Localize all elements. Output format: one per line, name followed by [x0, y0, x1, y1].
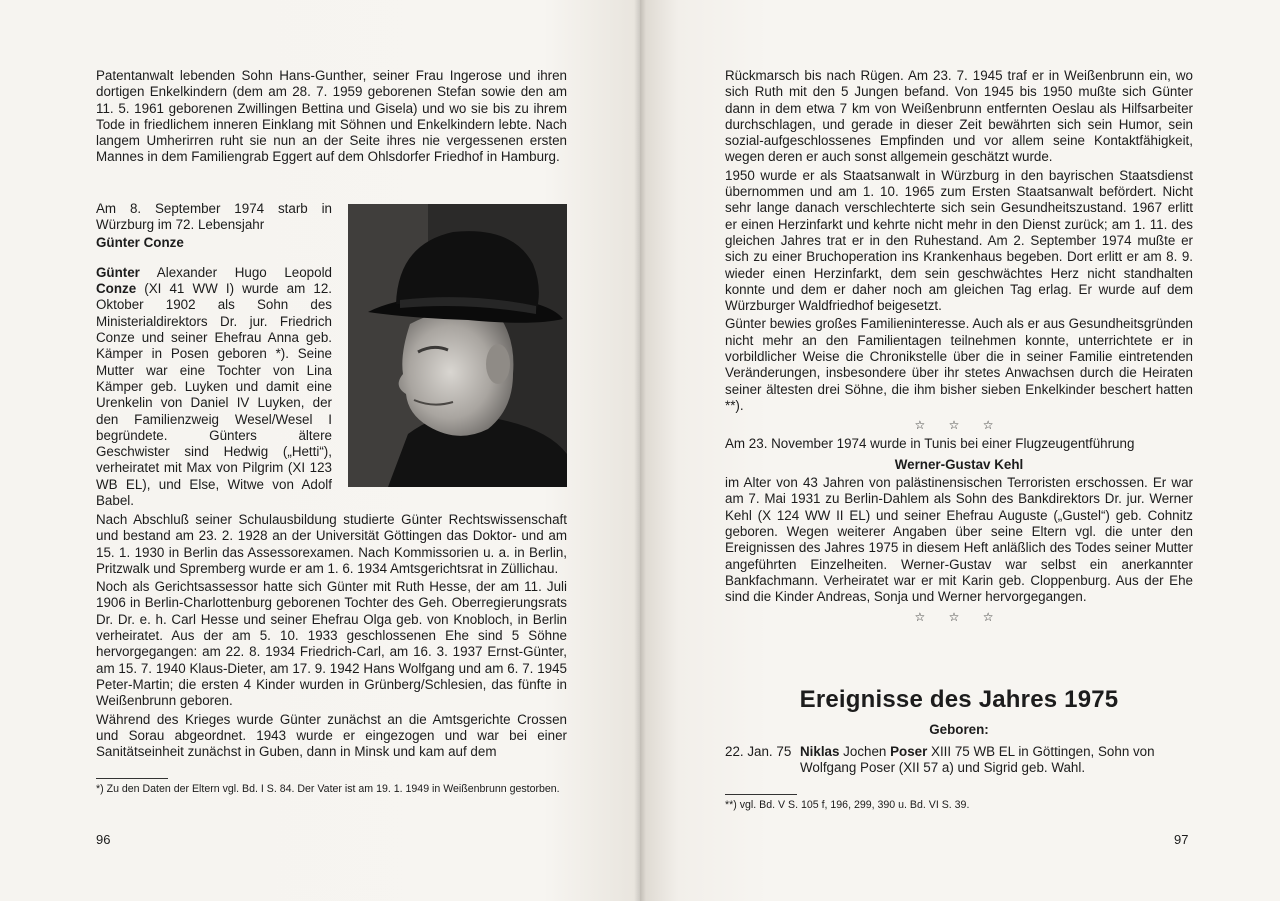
right-main-text	[725, 68, 1193, 625]
left-main-text	[96, 512, 567, 760]
kehl-intro: Am 23. November 1974 wurde in Tunis bei einer Flugzeugentführung	[725, 435, 1135, 451]
kehl-name: Werner-Gustav Kehl	[894, 456, 1024, 472]
book-gutter	[634, 0, 646, 901]
separator-stars-2: ☆ ☆ ☆	[914, 609, 1004, 624]
separator-stars: ☆ ☆ ☆	[914, 418, 1004, 433]
left-footnote: *) Zu den Daten der Eltern vgl. Bd. I S. 84. Der Vater ist am 19. 1. 1949 in Weißenbrunn gestorben.	[96, 778, 567, 796]
birth-first-name: Niklas	[800, 744, 840, 759]
right-footnote: **) vgl. Bd. V S. 105 f, 196, 299, 390 u. Bd. VI S. 39.	[725, 794, 1193, 812]
bio-text: (XI 41 WW I) wurde am 12. Oktober 1902 als Sohn des Ministerialdirektors Dr. jur. Friedrich Conze und seiner Ehefrau Anna geb. Kämper in Posen geboren *). Seine Mutter war eine Tochter von Lina Kämper geb. Luyken und damit eine Urenkelin von Daniel IV Luyken, der den Familienzweig Wesel/Wesel I begründete. Günters ältere Geschwister sind Hedwig („Hetti“), verheiratet mit Max von Pilgrim (XI 123 WB EL), und Else, Witwe von Adolf Babel.	[96, 281, 332, 509]
death-notice: Am 8. September 1974 starb in Würzburg im 72. Lebensjahr	[96, 201, 332, 233]
birth-text: XIII 75 WB EL in Göttingen, Sohn von Wolfgang Poser (XII 57 a) und Sigrid geb. Wahl.	[800, 744, 1155, 776]
para-marriage: Noch als Gerichtsassessor hatte sich Günter mit Ruth Hesse, der am 11. Juli 1906 in Berlin-Charlottenburg geborenen Tochter des Geh. Oberregierungsrats Dr. Dr. e. h. Carl Hesse und seiner Ehefrau Olga geb. von Knobloch, in Berlin verheiratet. Aus der am 5. 10. 1933 geschlossenen Ehe sind 5 Söhne hervorgegangen: am 22. 8. 1934 Friedrich-Carl, am 16. 3. 1937 Ernst-Günter, am 15. 7. 1940 Klaus-Dieter, am 17. 9. 1942 Hans Wolfgang und am 6. 7. 1945 Peter-Martin; die ersten 4 Kinder wurden in Grünberg/Schlesien, das fünfte in Weißenbrunn geboren.	[96, 579, 567, 709]
deceased-name: Günter Conze	[96, 234, 184, 250]
bio-surname: Conze	[96, 281, 137, 297]
bio-first-name: Günter	[96, 264, 140, 280]
birth-entry	[725, 744, 1193, 777]
birth-entry-text	[800, 744, 1193, 777]
para-family: Günter bewies großes Familieninteresse. Auch als er aus Gesundheitsgründen nicht mehr an den Familientagen teilnehmen konnte, unterrichtete er in vorbildlicher Weise die Chronikstelle über die in seiner Familie eintretenden Veränderungen, insbesondere über ihr stetes Anwachsen durch die Heiraten seiner ältesten drei Söhne, die ihm bisher sieben Enkelkinder beschert hatten **).	[725, 316, 1193, 413]
intro-paragraph: Patentanwalt lebenden Sohn Hans-Gunther, seiner Frau Ingerose und ihren dortigen Enkelkindern (dem am 28. 7. 1959 geborenen Stefan sowie den am 11. 5. 1961 geborenen Zwillingen Bettina und Gisela) und wo sie bis zu ihrem Tode in friedlichem inneren Einklang mit Söhnen und Enkelkindern lebte. Nach langem Umherirren ruht sie nun an der Seite ihres nie vergessenen ersten Mannes in dem Familiengrab Eggert auf dem Ohlsdorfer Friedhof in Hamburg.	[96, 68, 567, 165]
page-number-left: 96	[96, 832, 111, 847]
born-heading: Geboren:	[929, 722, 989, 737]
footnote-rule-right	[725, 794, 797, 795]
birth-middle-name: Jochen	[839, 744, 891, 759]
kehl-text: im Alter von 43 Jahren von palästinensischen Terroristen erschossen. Er war am 7. Mai 1931 zu Berlin-Dahlem als Sohn des Bankdirektors Dr. jur. Werner Kehl (X 124 WW II EL) und seiner Ehefrau Auguste („Gustel“) geb. Cohnitz geboren. Wegen weiterer Angaben über seine Eltern vgl. die unter den Ereignissen des Jahres 1975 in diesem Heft anläßlich des Todes seiner Mutter angeführten Einzelheiten. Werner-Gustav war selbst ein anerkannter Bankfachmann. Verheiratet war er mit Karin geb. Cloppenburg. Aus der Ehe sind die Kinder Andreas, Sonja und Werner hervorgegangen.	[725, 475, 1193, 605]
birth-date: 22. Jan. 75	[725, 744, 792, 759]
bio-middle-names: Alexander Hugo Leopold	[139, 264, 332, 280]
portrait-photo	[348, 204, 567, 487]
para-studies: Nach Abschluß seiner Schulausbildung studierte Günter Rechtswissenschaft und bestand am 23. 2. 1928 an der Universität Göttingen das Doktor- und am 15. 1. 1930 in Berlin das Assessorexamen. Nach Kommissorien u. a. in Berlin, Pritzwalk und Spremberg wurde er am 1. 6. 1934 Amtsgerichtsrat in Züllichau.	[96, 512, 567, 576]
footnote-rule	[96, 778, 168, 779]
portrait-illustration	[348, 204, 567, 487]
death-notice-block	[96, 201, 332, 509]
page-number-right: 97	[1174, 832, 1189, 847]
para-return: Rückmarsch bis nach Rügen. Am 23. 7. 1945 traf er in Weißenbrunn ein, wo sich Ruth mit den 5 Jungen befand. Von 1945 bis 1950 mußte sich Günter dann in dem etwa 7 km von Weißenbrunn entfernten Oeslau als Hilfsarbeiter durchschlagen, und gerade in dieser Zeit bewährten sich sein Humor, sein sozial-aufgeschlossenes Empfinden und vor allem seine Kontaktfähigkeit, wegen deren er auch sonst allgemein geschätzt wurde.	[725, 68, 1193, 165]
para-war: Während des Krieges wurde Günter zunächst an die Amtsgerichte Crossen und Sorau abgeordnet. 1943 wurde er eingezogen und war bei einer Sanitätseinheit zunächst in Guben, dann in Minsk und kam auf dem	[96, 711, 567, 760]
para-career: 1950 wurde er als Staatsanwalt in Würzburg in den bayrischen Staatsdienst übernommen und am 1. 10. 1965 zum Ersten Staatsanwalt befördert. Nicht sehr lange danach verschlechterte sich sein Gesundheitszustand. 1967 erlitt er einen Herzinfarkt und kehrte nicht mehr in den Dienst zurück; am 1. 11. des gleichen Jahres trat er in den Ruhestand. Am 2. September 1974 mußte er sich zu einer Bruchoperation ins Krankenhaus begeben. Dort erlitt er am 8. 9. wieder einen Herzinfarkt, dem sein geschwächtes Herz nicht standhalten konnte und dem er daher noch am gleichen Tag erlag. Er wurde auf dem Würzburger Waldfriedhof beigesetzt.	[725, 167, 1193, 314]
birth-surname: Poser	[890, 744, 928, 759]
events-heading: Ereignisse des Jahres 1975	[799, 686, 1119, 713]
bio-paragraph	[96, 265, 332, 509]
